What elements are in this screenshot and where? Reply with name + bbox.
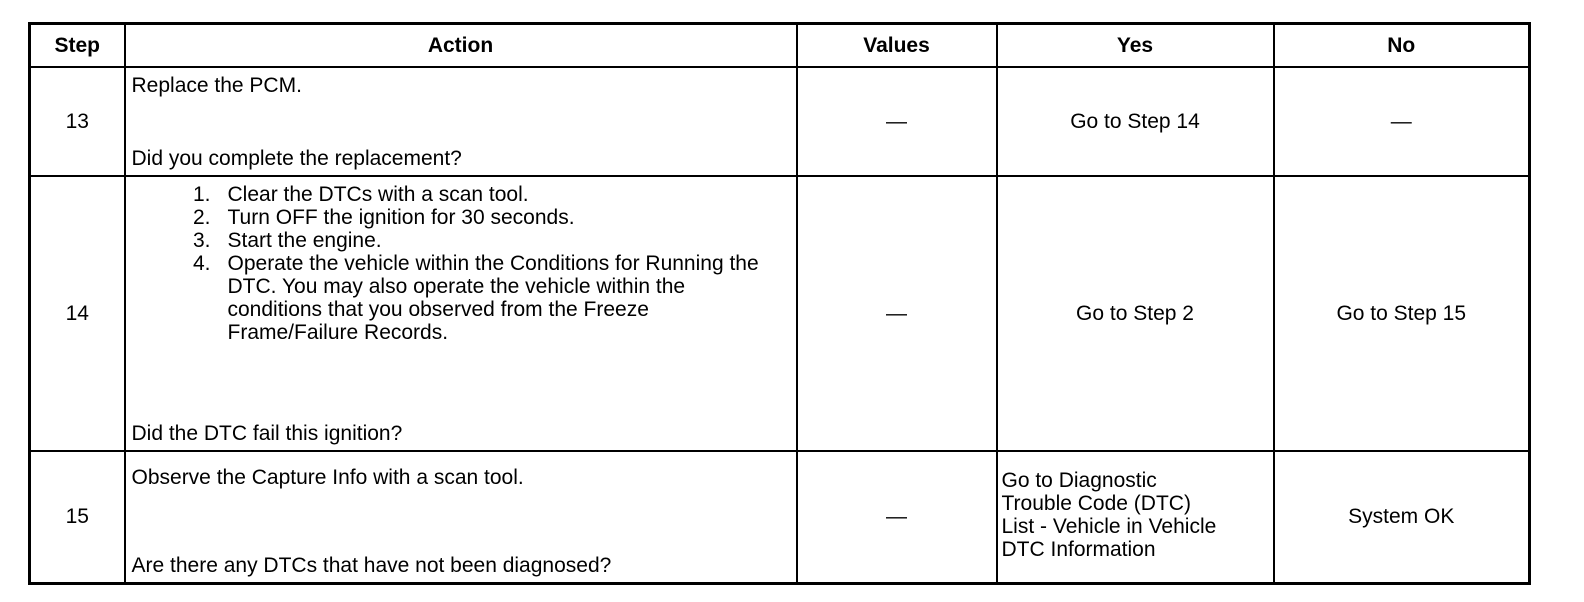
action-question: Did you complete the replacement?	[131, 147, 462, 170]
action-step-item	[132, 252, 772, 344]
yes-cell: Go to Step 2	[997, 176, 1274, 451]
action-question: Are there any DTCs that have not been diagnosed?	[131, 553, 612, 577]
action-step-number: 1.	[192, 183, 211, 206]
action-step-number: 3.	[192, 229, 211, 252]
action-cell	[125, 451, 797, 583]
step-number: 14	[30, 176, 125, 451]
action-step-text: Operate the vehicle within the Conditions for Running the DTC. You may also operate the vehicle within the conditions that you observed from the Freeze Frame/Failure Records.	[227, 252, 759, 344]
action-step-text: Clear the DTCs with a scan tool.	[227, 183, 529, 206]
header-action: Action	[125, 24, 797, 68]
table-row	[30, 176, 1530, 451]
step-number: 15	[30, 451, 125, 583]
action-step-text: Start the engine.	[227, 229, 382, 252]
values-cell: —	[797, 451, 997, 583]
yes-line: Trouble Code (DTC)	[1001, 492, 1191, 516]
action-step-number: 4.	[192, 252, 211, 275]
action-step-text: Turn OFF the ignition for 30 seconds.	[227, 206, 575, 229]
action-text: Replace the PCM.	[131, 74, 302, 97]
header-yes: Yes	[997, 24, 1274, 68]
header-no: No	[1274, 24, 1530, 68]
values-cell: —	[797, 67, 997, 176]
yes-line: Go to Diagnostic	[1001, 469, 1157, 493]
action-step-item	[132, 229, 772, 252]
action-cell	[125, 176, 797, 451]
header-step: Step	[30, 24, 125, 68]
action-steps-list	[132, 183, 772, 344]
yes-line: List - Vehicle in Vehicle	[1001, 515, 1217, 539]
values-cell: —	[797, 176, 997, 451]
action-step-number: 2.	[192, 206, 211, 229]
yes-cell	[997, 451, 1274, 583]
table-row	[30, 67, 1530, 176]
action-step-item	[132, 183, 772, 206]
action-step-item	[132, 206, 772, 229]
table-row	[30, 451, 1530, 583]
no-cell: Go to Step 15	[1274, 176, 1530, 451]
header-values: Values	[797, 24, 997, 68]
action-text: Observe the Capture Info with a scan tool.	[131, 466, 524, 489]
action-cell	[125, 67, 797, 176]
header-row	[30, 24, 1530, 68]
no-cell: System OK	[1274, 451, 1530, 583]
action-question: Did the DTC fail this ignition?	[131, 422, 403, 445]
yes-line: DTC Information	[1001, 538, 1156, 562]
diagnostic-table	[28, 22, 1531, 585]
no-cell: —	[1274, 67, 1530, 176]
yes-cell: Go to Step 14	[997, 67, 1274, 176]
step-number: 13	[30, 67, 125, 176]
